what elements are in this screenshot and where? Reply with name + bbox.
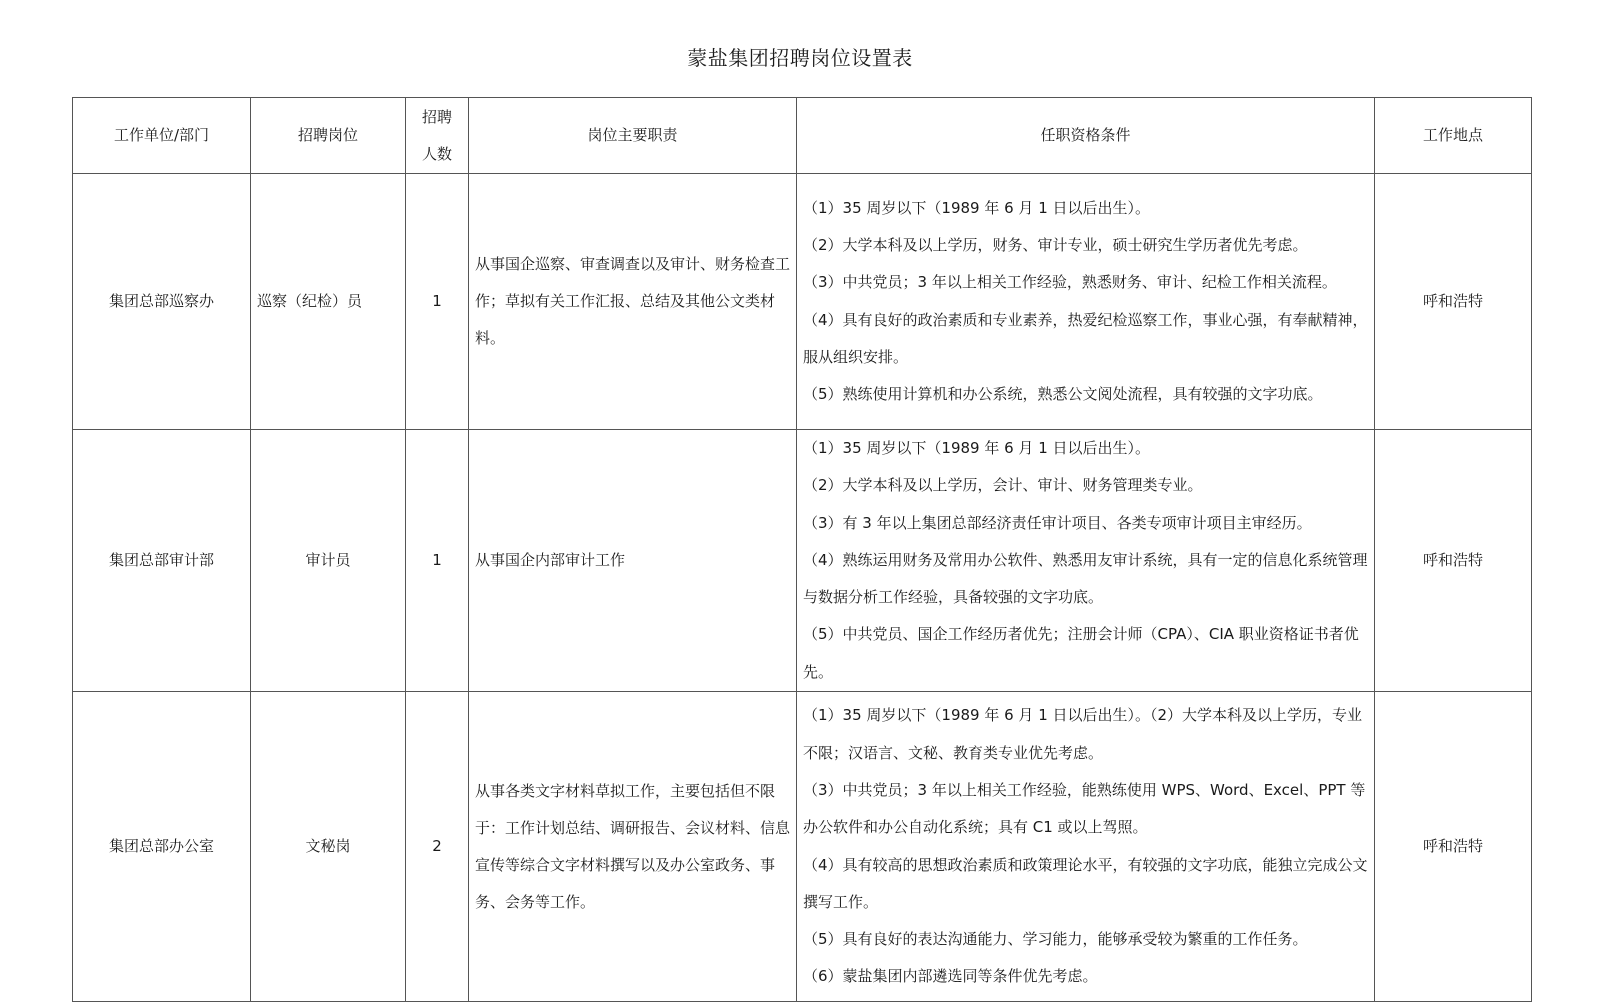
requirement-item: （4）具有较高的思想政治素质和政策理论水平，有较强的文字功底，能独立完成公文撰写工作。 bbox=[803, 855, 1368, 911]
header-row bbox=[73, 98, 1532, 174]
cell-duties: 从事国企内部审计工作 bbox=[469, 430, 797, 692]
header-post: 招聘岗位 bbox=[251, 98, 406, 174]
header-duties: 岗位主要职责 bbox=[469, 98, 797, 174]
cell-duties: 从事国企巡察、审查调查以及审计、财务检查工作；草拟有关工作汇报、总结及其他公文类材料。 bbox=[469, 174, 797, 430]
header-count-line2: 人数 bbox=[421, 144, 452, 163]
table-header bbox=[73, 98, 1532, 174]
requirement-item: （5）中共党员、国企工作经历者优先；注册会计师（CPA）、CIA 职业资格证书者优先。 bbox=[803, 625, 1359, 681]
cell-post: 巡察（纪检）员 bbox=[251, 174, 406, 430]
requirement-item: （3）中共党员；3 年以上相关工作经验，熟悉财务、审计、纪检工作相关流程。 bbox=[803, 273, 1337, 292]
requirement-item: （4）具有良好的政治素质和专业素养，热爱纪检巡察工作，事业心强，有奉献精神，服从组织安排。 bbox=[803, 310, 1368, 366]
cell-count: 1 bbox=[406, 430, 469, 692]
requirement-item: （2）大学本科及以上学历，会计、审计、财务管理类专业。 bbox=[803, 476, 1203, 495]
table-row bbox=[73, 692, 1532, 1002]
cell-count: 2 bbox=[406, 692, 469, 1002]
cell-duties: 从事各类文字材料草拟工作，主要包括但不限于：工作计划总结、调研报告、会议材料、信息宣传等综合文字材料撰写以及办公室政务、事务、会务等工作。 bbox=[469, 692, 797, 1002]
cell-post: 文秘岗 bbox=[251, 692, 406, 1002]
cell-count: 1 bbox=[406, 174, 469, 430]
requirement-item: （5）熟练使用计算机和办公系统，熟悉公文阅处流程，具有较强的文字功底。 bbox=[803, 385, 1323, 404]
cell-requirements bbox=[797, 430, 1375, 692]
header-count bbox=[406, 98, 469, 174]
requirement-item: （3）中共党员；3 年以上相关工作经验，能熟练使用 WPS、Word、Excel、PPT 等办公软件和办公自动化系统；具有 C1 或以上驾照。 bbox=[803, 780, 1366, 837]
header-count-line1: 招聘 bbox=[421, 107, 452, 126]
page-title: 蒙盐集团招聘岗位设置表 bbox=[687, 46, 913, 70]
recruitment-table bbox=[72, 97, 1532, 1002]
requirement-item: （5）具有良好的表达沟通能力、学习能力，能够承受较为繁重的工作任务。 bbox=[803, 930, 1308, 949]
cell-post: 审计员 bbox=[251, 430, 406, 692]
cell-location: 呼和浩特 bbox=[1375, 430, 1532, 692]
cell-location: 呼和浩特 bbox=[1375, 174, 1532, 430]
requirement-item: （1）35 周岁以下（1989 年 6 月 1 日以后出生）。（2）大学本科及以上学历，专业不限；汉语言、文秘、教育类专业优先考虑。 bbox=[803, 706, 1363, 762]
table-row bbox=[73, 430, 1532, 692]
requirement-item: （2）大学本科及以上学历，财务、审计专业，硕士研究生学历者优先考虑。 bbox=[803, 235, 1308, 254]
requirement-item: （4）熟练运用财务及常用办公软件、熟悉用友审计系统，具有一定的信息化系统管理与数据分析工作经验，具备较强的文字功底。 bbox=[803, 550, 1368, 607]
requirement-item: （6）蒙盐集团内部遴选同等条件优先考虑。 bbox=[803, 967, 1098, 986]
table-row bbox=[73, 174, 1532, 430]
requirement-item: （1）35 周岁以下（1989 年 6 月 1 日以后出生）。 bbox=[803, 198, 1151, 217]
requirement-item: （1）35 周岁以下（1989 年 6 月 1 日以后出生）。 bbox=[803, 439, 1151, 457]
cell-unit: 集团总部巡察办 bbox=[73, 174, 251, 430]
cell-unit: 集团总部办公室 bbox=[73, 692, 251, 1002]
cell-requirements bbox=[797, 692, 1375, 1002]
header-unit: 工作单位/部门 bbox=[73, 98, 251, 174]
header-requirements: 任职资格条件 bbox=[797, 98, 1375, 174]
requirement-item: （3）有 3 年以上集团总部经济责任审计项目、各类专项审计项目主审经历。 bbox=[803, 513, 1312, 532]
cell-location: 呼和浩特 bbox=[1375, 692, 1532, 1002]
cell-requirements bbox=[797, 174, 1375, 430]
header-location: 工作地点 bbox=[1375, 98, 1532, 174]
cell-unit: 集团总部审计部 bbox=[73, 430, 251, 692]
